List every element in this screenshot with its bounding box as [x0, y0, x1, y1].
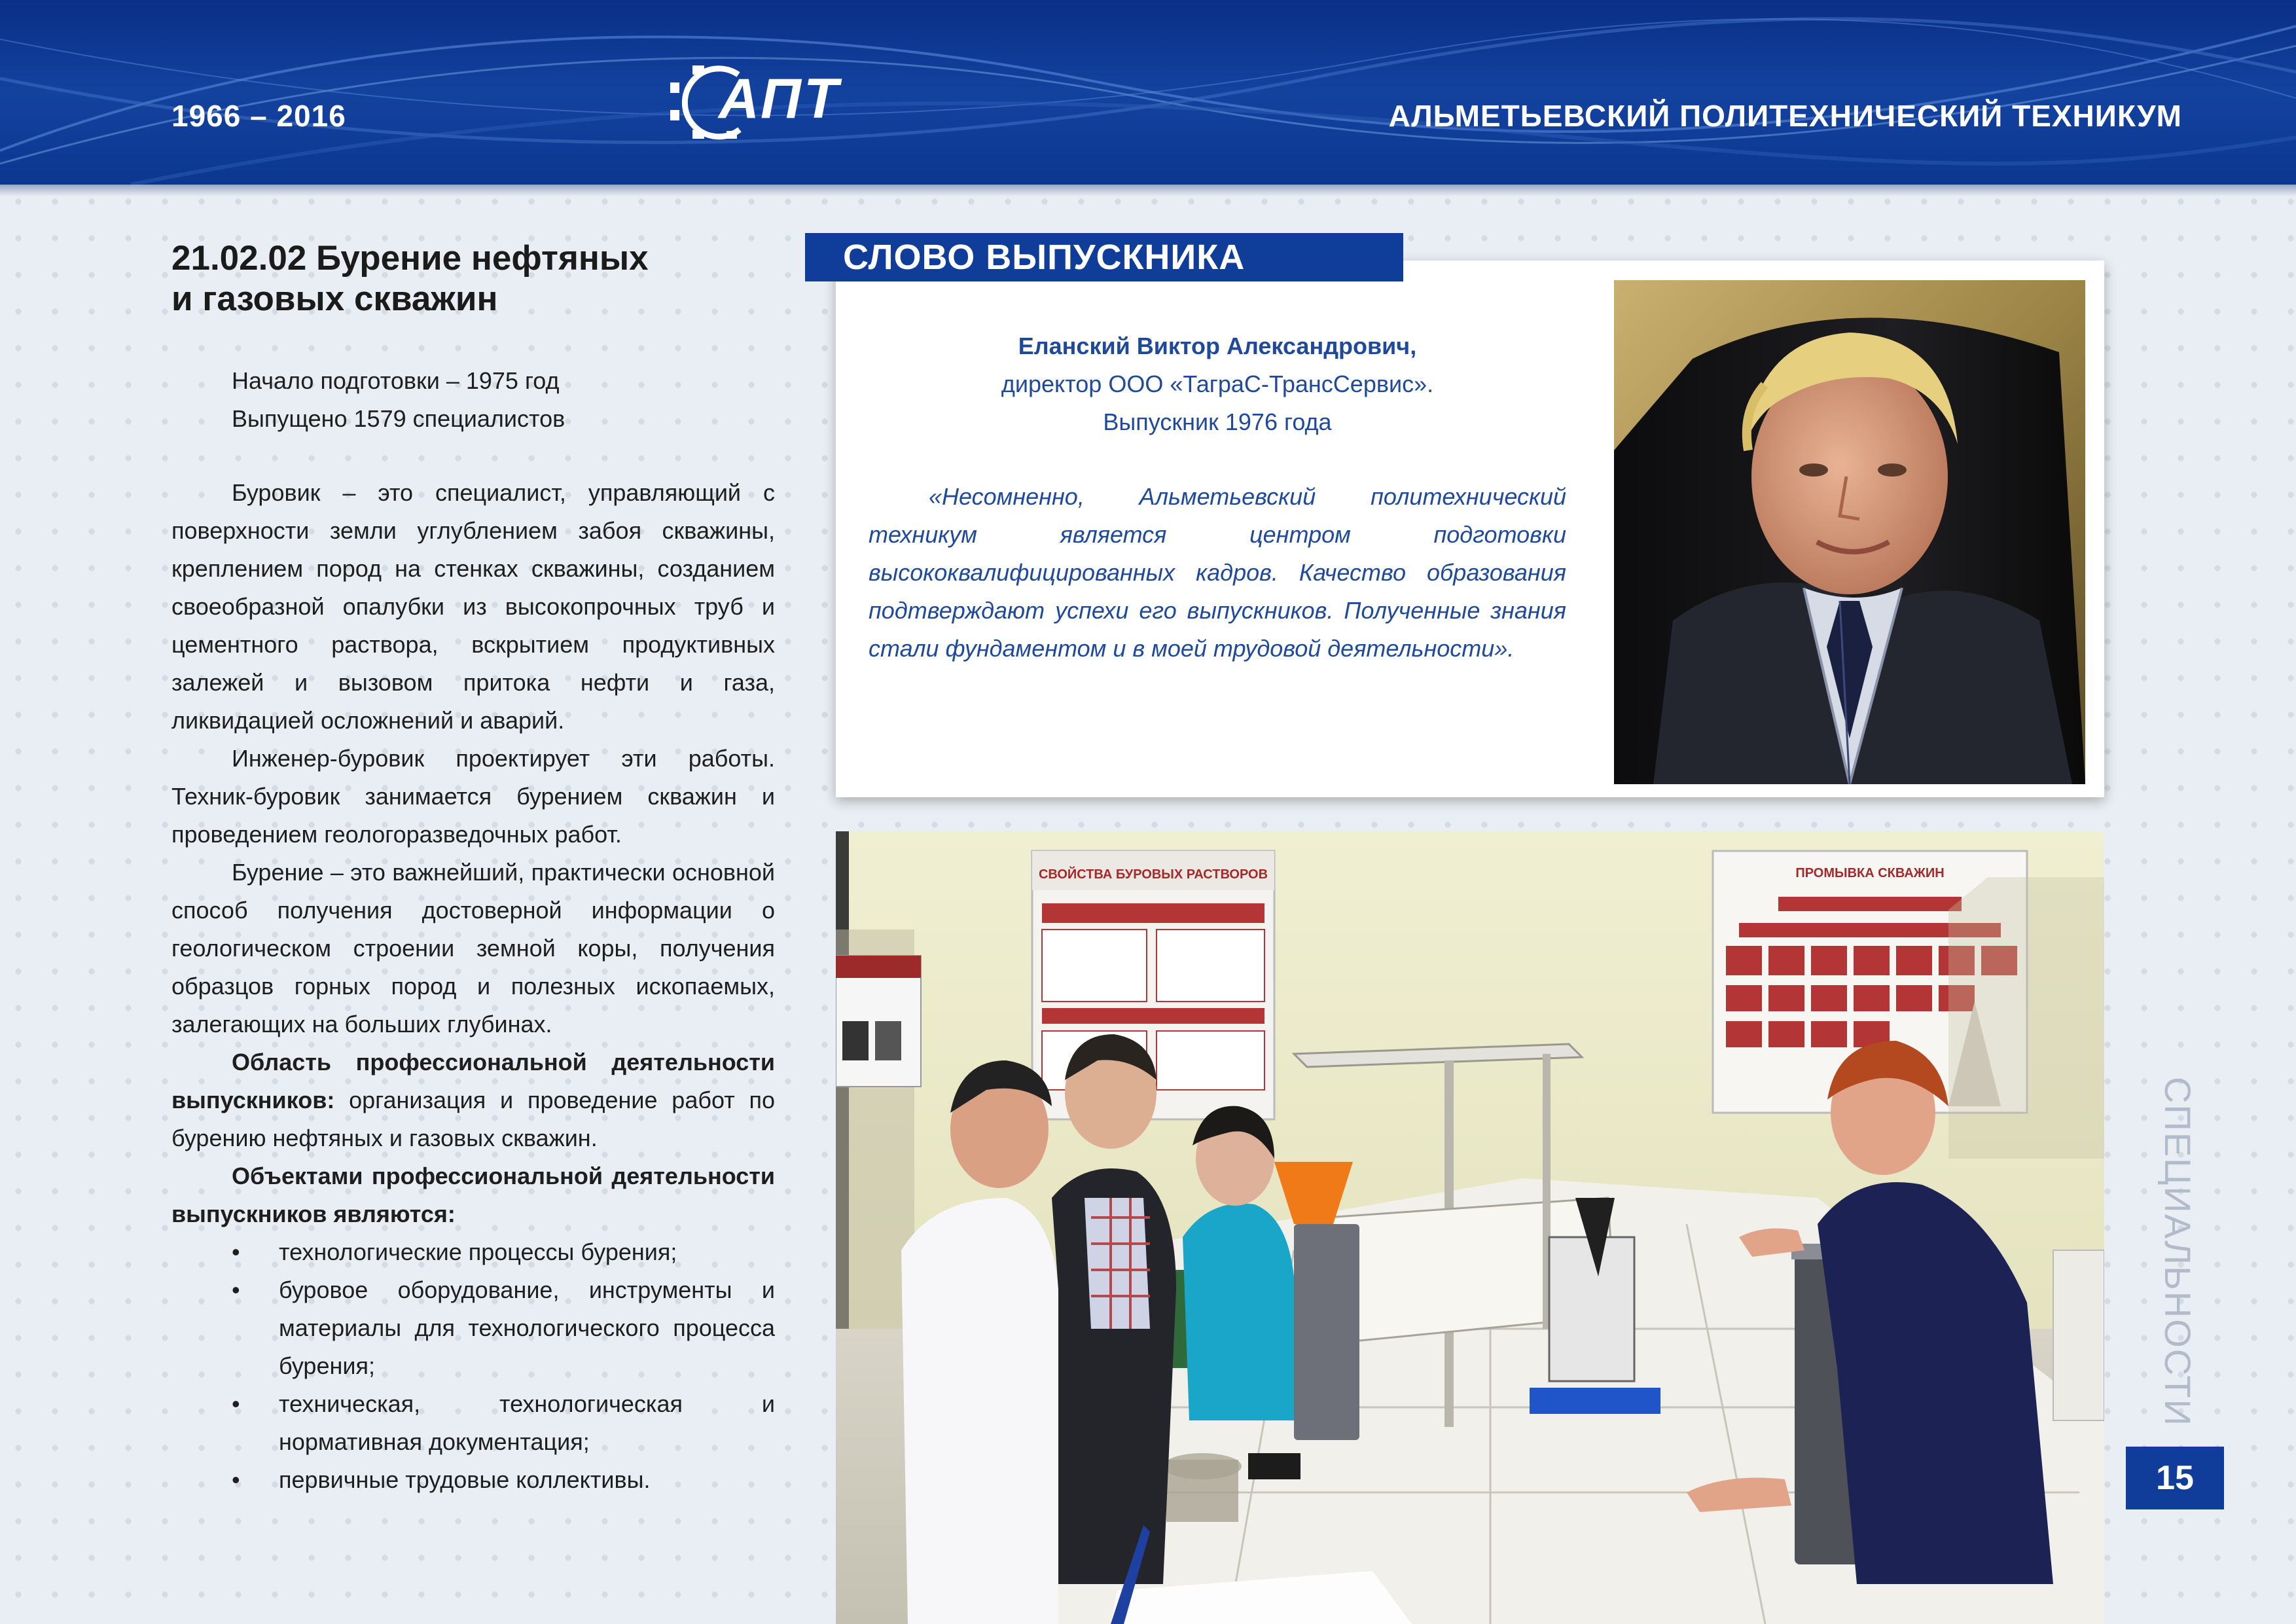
list-item [171, 1385, 775, 1461]
list-item-text: технологические процессы бурения; [279, 1238, 677, 1265]
specialty-description [171, 474, 775, 1499]
quote-text: «Несомненно, Альметьевский политехнический техникум является центром подготовки высококвалифицированных кадров. Качество образования подтверждают успехи его выпускников. Полученные знания стали фундаментом и в моей трудовой деятельности». [869, 483, 1566, 662]
objects-list [171, 1233, 775, 1499]
paragraph-drilling: Бурение – это важнейший, практически основной способ получения достоверной информации о геологическом строении земной коры, получения образцов горных пород и полезных ископаемых, залегающих на больших глубинах. [171, 859, 775, 1038]
specialty-title-line-2: и газовых скважин [171, 280, 498, 318]
logo-text: АПТ [719, 67, 841, 130]
poster-left-title: СВОЙСТВА БУРОВЫХ РАСТВОРОВ [1038, 867, 1268, 882]
anniversary-years: 1966 – 2016 [171, 99, 346, 133]
apt-logo-icon [666, 63, 935, 141]
objects-label-text: Объектами профессиональной деятельности выпускников являются: [171, 1163, 775, 1227]
objects-label [171, 1157, 775, 1233]
page-header [0, 0, 2296, 185]
paragraph-area [171, 1043, 775, 1157]
author-position: директор ООО «ТаграС-ТрансСервис». [1001, 370, 1434, 397]
list-item [171, 1271, 775, 1385]
bullet-icon: • [232, 1238, 240, 1265]
quote-author [864, 327, 1571, 441]
author-graduation-year: Выпускник 1976 года [1103, 408, 1332, 435]
bullet-icon: • [232, 1466, 240, 1493]
bullet-icon: • [232, 1276, 240, 1303]
training-start: Начало подготовки – 1975 год [232, 367, 560, 394]
list-item-text: буровое оборудование, инструменты и материалы для технологического процесса бурения; [279, 1276, 775, 1379]
poster-right-title: ПРОМЫВКА СКВАЖИН [1795, 866, 1945, 880]
area-text: организация и проведение работ по бурению нефтяных и газовых скважин. [171, 1087, 775, 1151]
section-side-label: СПЕЦИАЛЬНОСТИ [2157, 1077, 2198, 1427]
list-item [171, 1233, 775, 1271]
specialty-meta [232, 362, 768, 438]
specialty-title [171, 238, 669, 319]
bullet-icon: • [232, 1390, 240, 1417]
list-item-text: техническая, технологическая и нормативная документация; [279, 1390, 775, 1455]
area-label: Область профессиональной деятельности выпускников: [171, 1049, 775, 1113]
author-name: Еланский Виктор Александрович, [1018, 333, 1417, 359]
paragraph-driller: Буровик – это специалист, управляющий с поверхности земли углублением забоя скважины, креплением пород на стенках скважины, созданием своеобразной опалубки из высокопрочных труб и цементного раствора, вскрытием продуктивных залежей и вызовом притока нефти и газа, ликвидацией осложнений и аварий. [171, 479, 775, 734]
laboratory-photo [836, 831, 2104, 1624]
graduates-count: Выпущено 1579 специалистов [232, 405, 565, 432]
header-shadow [0, 185, 2296, 196]
author-portrait-image [1614, 280, 2085, 784]
list-item [171, 1461, 775, 1499]
paragraph-engineer: Инженер-буровик проектирует эти работы. Техник-буровик занимается бурением скважин и проведением геологоразведочных работ. [171, 745, 775, 848]
quote-section-label: СЛОВО ВЫПУСКНИКА [805, 233, 1403, 281]
page-number: 15 [2126, 1447, 2224, 1509]
list-item-text: первичные трудовые коллективы. [279, 1466, 651, 1493]
header-wave-decoration [0, 0, 2296, 185]
specialty-title-line-1: 21.02.02 Бурение нефтяных [171, 239, 649, 278]
college-name: АЛЬМЕТЬЕВСКИЙ ПОЛИТЕХНИЧЕСКИЙ ТЕХНИКУМ [1388, 99, 2182, 133]
